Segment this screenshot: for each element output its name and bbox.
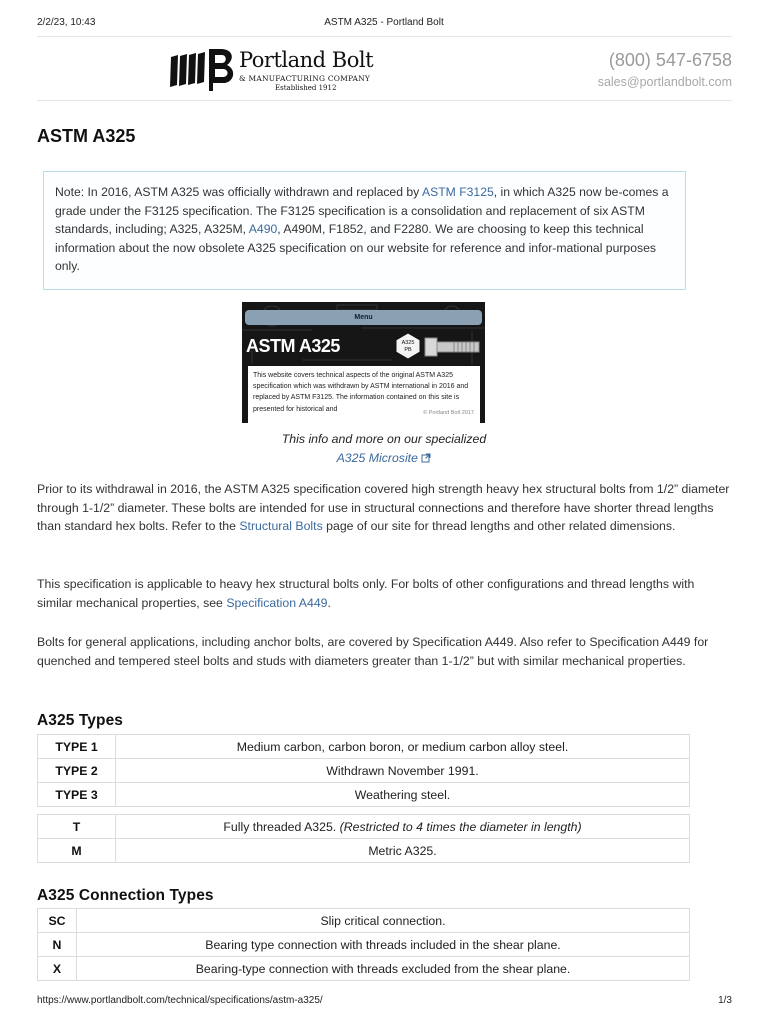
connection-key: X [38,957,77,981]
print-date: 2/2/23, 10:43 [37,17,96,28]
microsite-copyright: © Portland Bolt 2017 [423,409,474,416]
table-row [38,909,690,933]
note-text-1: Note: In 2016, ASTM A325 was officially withdrawn and replaced by [55,185,422,199]
portland-bolt-logo[interactable] [169,45,384,95]
microsite-caption-link-row [0,451,768,465]
phone-link[interactable]: (800) 547-6758 [608,50,732,70]
note-text-2: , in which A325 now be-comes a grade under the F3125 specification. The F3125 specification is a consolidation and replacement of six ASTM standards, including; A325, A325M, [55,185,669,236]
type-value: Medium carbon, carbon boron, or medium carbon alloy steel. [116,735,690,759]
specification-a449-link[interactable]: Specification A449 [226,595,328,610]
bolt-icon [424,336,480,358]
page-title: ASTM A325 [37,126,136,146]
suffix-key: M [38,839,116,863]
print-header [0,17,768,31]
connection-value: Slip critical connection. [77,909,690,933]
connection-value: Bearing type connection with threads included in the shear plane. [77,933,690,957]
withdrawal-note [43,171,686,290]
a490-link[interactable]: A490 [248,222,278,236]
print-url: https://www.portlandbolt.com/technical/specifications/astm-a325/ [37,995,323,1006]
print-title: ASTM A325 - Portland Bolt [324,17,444,28]
table-row [38,759,690,783]
suffix-value: Fully threaded A325. (Restricted to 4 times the diameter in length) [116,815,690,839]
svg-text:A325: A325 [401,340,415,346]
paragraph-general-applications: Bolts for general applications, including anchor bolts, are covered by Specification A449. Also refer to Specification A449 for quenched and tempered steel bolts and studs with diameters greater than 1-1/2” but with similar mechanical properties. [37,635,709,668]
microsite-title: ASTM A325 [246,336,340,356]
suffix-note: (Restricted to 4 times the diameter in length) [339,819,582,834]
logo-subtitle: & MANUFACTURING COMPANY [239,74,371,83]
type-key: TYPE 2 [38,759,116,783]
type-key: TYPE 1 [38,735,116,759]
microsite-image[interactable] [242,302,485,423]
connection-key: N [38,933,77,957]
microsite-caption: This info and more on our specialized [281,432,487,446]
connection-types-heading: A325 Connection Types [37,887,214,904]
astm-f3125-link[interactable]: ASTM F3125 [421,185,494,199]
site-header [37,36,732,101]
paragraph-overview: Prior to its withdrawal in 2016, the ASTM A325 specification covered high strength heavy hex structural bolts from 1/2” diameter through 1-1/2” diameter. These bolts are intended for use in structural connections and therefore have shorter thread lengths than standard hex bolts. Refer to the Structural Bolts page of our site for thread lengths and other related dimensions. [37,482,730,533]
connection-key: SC [38,909,77,933]
microsite-description: This website covers technical aspects of the original ASTM A325 specification which was withdrawn by ASTM international in 2016 and replaced by ASTM F3125. The information contained on this site is presented for historical and [253,372,469,413]
table-row [38,735,690,759]
hex-head-icon [394,332,422,360]
type-value: Weathering steel. [116,783,690,807]
type-value: Withdrawn November 1991. [116,759,690,783]
svg-text:PB: PB [404,347,412,353]
a325-microsite-link[interactable]: A325 Microsite [337,451,432,465]
table-row [38,815,690,839]
external-link-icon [421,453,431,463]
table-row [38,933,690,957]
print-page-number: 1/3 [718,995,732,1006]
microsite-text-box [248,366,480,423]
connection-value: Bearing-type connection with threads excluded from the shear plane. [77,957,690,981]
print-footer [0,995,768,1009]
logo-established: Established 1912 [275,84,337,92]
type-key: TYPE 3 [38,783,116,807]
bolt-logo-icon [169,47,239,93]
table-row [38,957,690,981]
types-table [37,734,690,807]
paragraph-applicability: This specification is applicable to heavy hex structural bolts only. For bolts of other configurations and thread lengths with similar mechanical properties, see Specification A449. [37,577,695,610]
table-row [38,783,690,807]
structural-bolts-link[interactable]: Structural Bolts [239,519,323,533]
logo-name: Portland Bolt [239,48,374,72]
note-text-3: , A490M, F1852, and F2280. We are choosing to keep this technical information about the now obsolete A325 specification on our website for reference and infor-mational purposes only. [55,222,656,273]
types-suffix-table [37,814,690,863]
email-link[interactable]: sales@portlandbolt.com [597,75,732,89]
table-row [38,839,690,863]
types-heading: A325 Types [37,712,124,729]
microsite-menu-bar: Menu [245,310,482,325]
suffix-value: Metric A325. [116,839,690,863]
suffix-key: T [38,815,116,839]
connection-types-table [37,908,690,981]
